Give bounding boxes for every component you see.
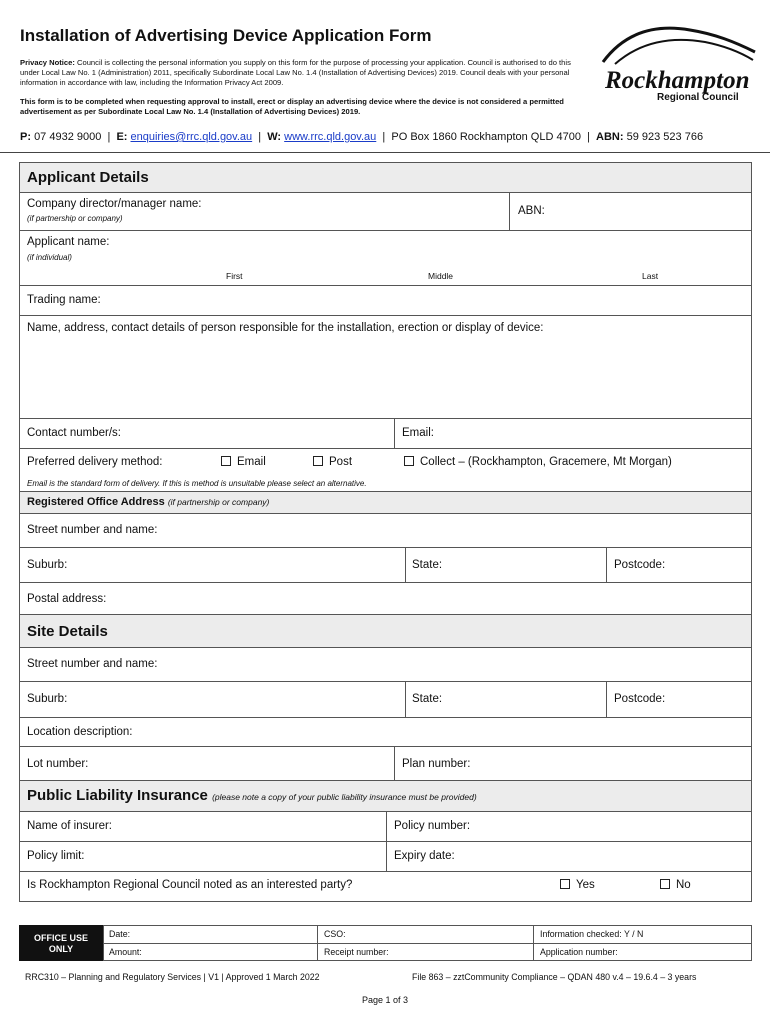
divider bbox=[533, 926, 534, 960]
delivery-collect-option[interactable] bbox=[404, 456, 672, 468]
company-row bbox=[20, 192, 751, 230]
expiry-date-field[interactable] bbox=[387, 842, 753, 871]
company-label: Company director/manager name: bbox=[27, 198, 202, 210]
no-checkbox[interactable] bbox=[660, 879, 670, 889]
ro-postal-label: Postal address: bbox=[27, 593, 107, 605]
email-link[interactable]: enquiries@rrc.qld.gov.au bbox=[130, 131, 253, 143]
delivery-row bbox=[20, 448, 751, 491]
trading-name-label: Trading name: bbox=[27, 294, 101, 306]
phone-label: P: bbox=[20, 131, 31, 143]
ro-state-label: State: bbox=[412, 559, 443, 571]
privacy-notice-label: Privacy Notice: bbox=[20, 58, 75, 67]
collect-option-label: Collect – (Rockhampton, Gracemere, Mt Morgan) bbox=[420, 456, 672, 468]
applicant-heading: Applicant Details bbox=[27, 169, 149, 186]
office-application-number: Application number: bbox=[540, 947, 618, 957]
delivery-email-option[interactable] bbox=[221, 456, 266, 468]
site-section-header bbox=[20, 614, 751, 647]
responsible-person-field[interactable] bbox=[20, 316, 753, 418]
policy-limit-label: Policy limit: bbox=[27, 850, 85, 862]
contact-number-label: Contact number/s: bbox=[27, 427, 121, 439]
site-street-field[interactable] bbox=[20, 648, 753, 681]
yes-label: Yes bbox=[576, 879, 595, 891]
interested-yes-option[interactable] bbox=[560, 879, 595, 891]
company-field[interactable] bbox=[27, 193, 507, 230]
yes-checkbox[interactable] bbox=[560, 879, 570, 889]
responsible-person-label: Name, address, contact details of person responsible for the installation, erection or display of device: bbox=[27, 322, 544, 334]
lot-number-label: Lot number: bbox=[27, 758, 89, 770]
ro-postcode-label: Postcode: bbox=[614, 559, 666, 571]
office-amount: Amount: bbox=[109, 947, 142, 957]
email-option-label: Email bbox=[237, 456, 266, 468]
insurance-heading bbox=[27, 787, 477, 804]
ro-street-field[interactable] bbox=[20, 514, 753, 547]
abn-number: 59 923 523 766 bbox=[626, 131, 704, 143]
policy-limit-row bbox=[20, 841, 751, 871]
collect-checkbox[interactable] bbox=[404, 456, 414, 466]
registered-office-note: (if partnership or company) bbox=[167, 497, 270, 507]
registered-office-title: Registered Office Address bbox=[27, 496, 165, 508]
policy-limit-field[interactable] bbox=[20, 842, 384, 871]
ro-suburb-row bbox=[20, 547, 751, 582]
site-street-row bbox=[20, 647, 751, 681]
insurance-section-header bbox=[20, 780, 751, 811]
footer-right: File 863 – zztCommunity Compliance – QDAN 480 v.4 – 19.6.4 – 3 years bbox=[412, 972, 697, 982]
office-cso: CSO: bbox=[324, 929, 346, 939]
insurer-row bbox=[20, 811, 751, 841]
delivery-note: Email is the standard form of delivery. If this is method is unsuitable please select an alternative. bbox=[27, 479, 367, 488]
office-use-grid bbox=[103, 925, 752, 961]
applicant-name-row bbox=[20, 230, 751, 285]
ro-state-field[interactable] bbox=[406, 548, 605, 582]
ro-suburb-label: Suburb: bbox=[27, 559, 68, 571]
contact-line: P: 07 4932 9000 | E: enquiries@rrc.qld.gov.au | W: www.rrc.qld.gov.au | PO Box 1860 Rockhampton QLD 4700 | ABN: 59 923 523 766 bbox=[20, 131, 704, 143]
interested-party-label: Is Rockhampton Regional Council noted as an interested party? bbox=[27, 879, 353, 891]
divider bbox=[104, 943, 751, 944]
ro-suburb-field[interactable] bbox=[20, 548, 403, 582]
contact-number-field[interactable] bbox=[20, 419, 392, 448]
no-label: No bbox=[676, 879, 691, 891]
responsible-person-row bbox=[20, 315, 751, 418]
site-state-label: State: bbox=[412, 693, 443, 705]
applicant-name-label: Applicant name: bbox=[27, 236, 110, 248]
delivery-label: Preferred delivery method: bbox=[27, 456, 163, 468]
abn-field-label: ABN: bbox=[518, 205, 545, 217]
site-state-field[interactable] bbox=[406, 682, 605, 717]
email-field[interactable] bbox=[395, 419, 753, 448]
email-label: E: bbox=[116, 131, 128, 143]
site-postcode-field[interactable] bbox=[607, 682, 753, 717]
interested-no-option[interactable] bbox=[660, 879, 691, 891]
trading-name-row bbox=[20, 285, 751, 315]
office-use-line2: ONLY bbox=[48, 944, 74, 954]
post-checkbox[interactable] bbox=[313, 456, 323, 466]
po-box: PO Box 1860 Rockhampton QLD 4700 bbox=[391, 131, 581, 143]
abn-field[interactable] bbox=[510, 193, 753, 230]
page-number: Page 1 of 3 bbox=[361, 995, 409, 1005]
delivery-post-option[interactable] bbox=[313, 456, 352, 468]
last-name-label: Last bbox=[642, 271, 659, 281]
middle-name-label: Middle bbox=[428, 271, 454, 281]
email-field-label: Email: bbox=[402, 427, 434, 439]
logo-name: Rockhampton bbox=[605, 67, 750, 94]
office-date: Date: bbox=[109, 929, 131, 939]
lot-plan-row bbox=[20, 746, 751, 780]
company-sublabel: (if partnership or company) bbox=[27, 214, 123, 223]
form-purpose-notice: This form is to be completed when requesting approval to install, erect or display an advertising device where the device is not considered a permitted advertisement as per Subordinate Local Law No. 1.4 (Installation of Advertising Devices) 2019. bbox=[20, 97, 564, 116]
page-title: Installation of Advertising Device Application Form bbox=[20, 26, 432, 45]
site-postcode-label: Postcode: bbox=[614, 693, 666, 705]
office-info-checked: Information checked: Y / N bbox=[540, 929, 644, 939]
applicant-name-sublabel: (if individual) bbox=[27, 253, 72, 262]
application-form bbox=[19, 162, 752, 902]
logo-sub: Regional Council bbox=[657, 92, 739, 102]
insurance-note: (please note a copy of your public liability insurance must be provided) bbox=[212, 792, 477, 802]
post-option-label: Post bbox=[329, 456, 353, 468]
lot-number-field[interactable] bbox=[20, 747, 392, 780]
site-suburb-row bbox=[20, 681, 751, 717]
header-divider bbox=[0, 152, 770, 153]
site-heading: Site Details bbox=[27, 623, 108, 640]
location-field[interactable] bbox=[20, 718, 753, 746]
site-street-label: Street number and name: bbox=[27, 658, 158, 670]
registered-office-heading bbox=[27, 496, 269, 508]
applicant-section-header bbox=[20, 162, 751, 192]
plan-number-field[interactable] bbox=[395, 747, 753, 780]
policy-number-label: Policy number: bbox=[394, 820, 471, 832]
office-use-label bbox=[19, 925, 103, 961]
insurer-label: Name of insurer: bbox=[27, 820, 113, 832]
ro-postal-field[interactable] bbox=[20, 583, 753, 614]
ro-street-label: Street number and name: bbox=[27, 524, 158, 536]
ro-street-row bbox=[20, 513, 751, 547]
expiry-date-label: Expiry date: bbox=[394, 850, 455, 862]
contact-row bbox=[20, 418, 751, 448]
footer-left: RRC310 – Planning and Regulatory Services | V1 | Approved 1 March 2022 bbox=[25, 972, 320, 982]
interested-party-row bbox=[20, 871, 751, 902]
site-suburb-label: Suburb: bbox=[27, 693, 68, 705]
trading-name-field[interactable] bbox=[20, 286, 753, 315]
ro-postcode-field[interactable] bbox=[607, 548, 753, 582]
first-name-label: First bbox=[226, 271, 243, 281]
divider bbox=[317, 926, 318, 960]
site-suburb-field[interactable] bbox=[20, 682, 403, 717]
abn-label: ABN: bbox=[596, 131, 624, 143]
privacy-notice bbox=[20, 58, 590, 88]
insurer-field[interactable] bbox=[20, 812, 384, 841]
phone-number: 07 4932 9000 bbox=[34, 131, 102, 143]
council-logo bbox=[595, 22, 760, 102]
policy-number-field[interactable] bbox=[387, 812, 753, 841]
location-row bbox=[20, 717, 751, 746]
privacy-notice-text: Council is collecting the personal information you supply on this form for the purpose of processing your application. Council is authorised to do this under Local Law No. 1 (Administration) 2011, specifically Subordinate Local Law No. 1.4 (Installation of Advertising Devices) 2019. Council deals with your personal information in accordance with law, including the Information Privacy Act 2009. bbox=[20, 58, 571, 87]
registered-office-header bbox=[20, 491, 751, 513]
office-receipt: Receipt number: bbox=[324, 947, 389, 957]
email-checkbox[interactable] bbox=[221, 456, 231, 466]
web-link[interactable]: www.rrc.qld.gov.au bbox=[284, 131, 377, 143]
web-label: W: bbox=[267, 131, 282, 143]
insurance-title: Public Liability Insurance bbox=[27, 787, 208, 804]
applicant-name-field[interactable] bbox=[20, 231, 753, 285]
location-label: Location description: bbox=[27, 726, 133, 738]
plan-number-label: Plan number: bbox=[402, 758, 471, 770]
office-use-panel bbox=[19, 925, 752, 961]
office-use-line1: OFFICE USE bbox=[33, 933, 88, 943]
ro-postal-row bbox=[20, 582, 751, 614]
